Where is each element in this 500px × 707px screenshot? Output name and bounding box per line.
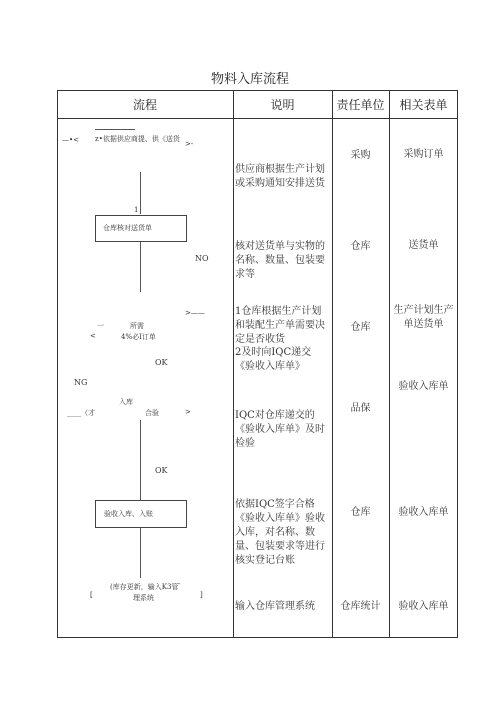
header-related-forms: 相关表单 xyxy=(399,98,448,112)
flow-label-ok-1: OK xyxy=(155,358,168,367)
flow-inspection: 合验 xyxy=(145,409,159,417)
row2-unit: 仓库 xyxy=(350,241,371,252)
flow-arrow-right: >- xyxy=(185,140,194,148)
row4-description: IQC对仓库递交的《验收入库单》及时检验 xyxy=(235,410,325,449)
flow-label-ng: NG xyxy=(74,378,88,387)
flow-label-ok-2: OK xyxy=(155,466,168,475)
flow-connector xyxy=(140,242,141,292)
row1-description: 供应商根据生产计划或采购通知安排送货 xyxy=(235,164,325,189)
header-divider xyxy=(57,118,458,119)
flow-branch-needed: 所需 xyxy=(130,322,144,330)
row6-description: 输入仓库管理系统 xyxy=(235,601,315,612)
row3-description-1: 1仓库根据生产计划和装配生产单需要决定是否收货 xyxy=(235,306,325,345)
row2-form: 送货单 xyxy=(408,240,439,251)
flow-branch-dash: 一 xyxy=(97,322,104,330)
flow-step-accept-inbound: 验收入库、入账 xyxy=(104,510,153,518)
flow-branch-order: 4%必I订单 xyxy=(121,333,156,341)
row4-form: 验收入库单 xyxy=(398,381,449,392)
row1-unit: 采购 xyxy=(350,150,371,161)
flow-branch-top: >—— xyxy=(185,309,205,317)
flow-connector xyxy=(140,420,141,500)
document-title: 物料入库流程 xyxy=(210,72,289,87)
flow-step1-top-line xyxy=(95,129,135,130)
flow-bracket-right: ] xyxy=(200,591,203,599)
flow-arrow-in: —•< xyxy=(62,136,79,144)
row3-form: 生产计划生产单送货单 xyxy=(393,305,454,330)
flow-inbound: 入库 xyxy=(119,398,133,406)
row5-unit: 仓库 xyxy=(350,507,371,518)
flow-branch-left: < xyxy=(90,332,96,340)
flow-bracket-left: [ xyxy=(90,591,93,599)
row3-unit: 仓库 xyxy=(350,322,371,333)
flow-inspection-arrow: > xyxy=(185,408,191,416)
flow-step-update-system-2: 理系统 xyxy=(133,594,154,602)
header-description: 说明 xyxy=(270,98,295,112)
row5-form: 验收入库单 xyxy=(398,507,449,518)
flow-step-update-system-1: (库存更新，输入K3管 ̄ xyxy=(110,583,181,591)
row2-description: 核对送货单与实物的名称、数量、包装要求等 xyxy=(235,241,325,280)
row6-unit: 仓库统计 xyxy=(340,601,381,612)
row6-form: 验收入库单 xyxy=(398,601,449,612)
flow-connector xyxy=(140,528,141,578)
flow-step-number: 1 xyxy=(134,206,139,214)
row1-form: 采购订单 xyxy=(403,149,444,160)
column-divider xyxy=(332,90,333,638)
flow-step-supplier-delivery: z•依据供应商提、供《送货 xyxy=(95,135,180,143)
header-flow: 流程 xyxy=(132,98,157,112)
flow-ng-return: ____（才 xyxy=(67,409,95,417)
column-divider xyxy=(233,90,234,638)
row4-unit: 品保 xyxy=(350,403,371,414)
flow-connector xyxy=(140,172,141,214)
row3-description-2: 2及时向IQC递交《验收入库单》 xyxy=(235,347,312,372)
row5-description: 依据IQC签字合格《验收入库单》验收入库，对名称、数量、包装要求等进行核实登记台账 xyxy=(235,499,325,566)
column-divider xyxy=(389,90,390,638)
header-responsible-unit: 责任单位 xyxy=(336,98,385,112)
flow-step-check-delivery: 仓库核对送货单 xyxy=(103,224,152,232)
flow-label-no: NO xyxy=(195,254,209,263)
